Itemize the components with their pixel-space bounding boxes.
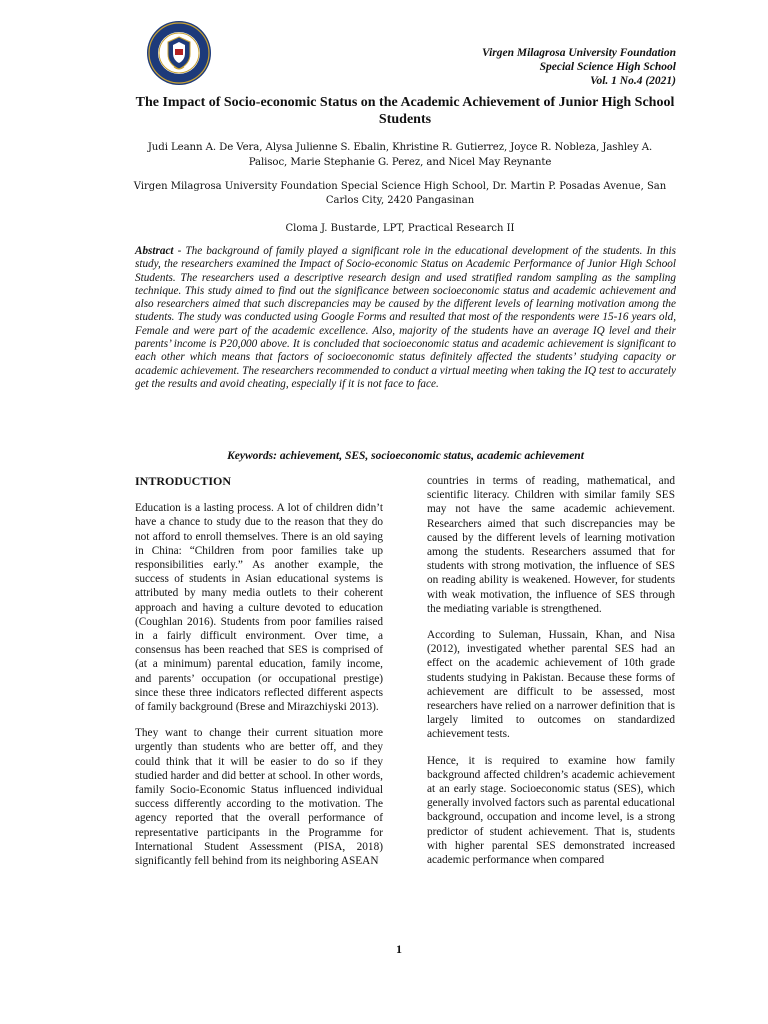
paper-affiliation: Virgen Milagrosa University Foundation Special Science High School, Dr. Martin P. Posadas Avenue, San Carlos City, 2420 Pangasinan: [133, 181, 667, 206]
header-school: Special Science High School: [539, 61, 676, 73]
keywords: Keywords: achievement, SES, socioeconomic status, academic achievement: [227, 450, 584, 462]
paper-authors: Judi Leann A. De Vera, Alysa Julienne S. Ebalin, Khristine R. Gutierrez, Joyce R. Nobleza, Jashley A. Palisoc, Marie Stephanie G. Perez, and Nicel May Reynante: [147, 142, 653, 168]
abstract-label: Abstract: [135, 245, 174, 257]
header-institution: Virgen Milagrosa University Foundation: [482, 47, 676, 59]
body-paragraph: Education is a lasting process. A lot of children didn’t have a chance to study due to the reason that they do not afford to enroll themselves. There is an old saying in China: “Children from poor families take up responsibilities early.” As another example, the success of students in Asian educational systems is attributed by many media outlets to their coherent approach and having a culture devoted to education (Coughlan 2016). Students from poor families raised in a fairly difficult environment. Over time, a consensus has been reached that SES is comprised of (at a minimum) parental education, family income, and parents’ occupation (or occupational prestige) since these three indicators reflected different aspects of family background (Brese and Mirazchiyski 2013).: [135, 502, 383, 714]
journal-header: [376, 46, 676, 88]
body-paragraph: They want to change their current situation more urgently than students who are better off, and they could think that it will be easier to do so if they studied harder and did better at school. In other words, family Socio-Economic Status influenced individual success differently according to the motivation. The agency reported that the overall performance of representative participants in the Programme for International Student Assessment (PISA, 2018) significantly fell behind from its neighboring ASEAN: [135, 727, 383, 868]
paper-teacher: Cloma J. Bustarde, LPT, Practical Research II: [285, 223, 515, 234]
body-paragraph: Hence, it is required to examine how family background affected children’s academic achievement at an early stage. Socioeconomic status (SES), which generally involved factors such as parental educational background, occupation and income level, is a strong predictor of student achievement. That is, students with higher parental SES demonstrated increased academic performance when compared: [427, 754, 675, 867]
abstract-text: - The background of family played a significant role in the educational development of the students. In this study, the researchers examined the Impact of Socio-economic Status on Academic Performance of Junior High School Students. The researchers used a descriptive research design and used stratified random sampling as the sampling technique. This study aimed to find out the significance between socioeconomic status and academic achievement and also researchers aimed that such discrepancies may be caused by the different levels of learning motivation among the students. The study was conducted using Google Forms and resulted that most of the respondents were 15-16 years old, Female and were part of the academic excellence. Also, majority of the students have an average IQ level and their parents’ income is P20,000 above. It is concluded that socioeconomic status and academic achievement is significant to each other which means that factors of socioeconomic status definitely affected the students’ studying capacity or academic achievement. The researchers recommended to conduct a virtual meeting when taking the IQ test to accurately get the results and avoid cheating, especially if it is not face to face.: [135, 245, 676, 390]
left-column: [135, 474, 383, 880]
page-number: 1: [396, 942, 402, 956]
right-column: [427, 474, 675, 879]
body-paragraph: According to Suleman, Hussain, Khan, and Nisa (2012), investigated whether parental SES had an effect on the academic achievement of 10th grade students studying in Pakistan. Because these forms of achievement are difficult to be assessed, most researchers have relied on a narrower definition that is largely limited to outcomes on standardized achievement tests.: [427, 629, 675, 741]
abstract: [135, 245, 676, 391]
section-heading: INTRODUCTION: [135, 474, 232, 488]
paper-title: The Impact of Socio-economic Status on the Academic Achievement of Junior High School Students: [135, 95, 675, 127]
university-seal-logo: [146, 20, 212, 86]
body-paragraph: countries in terms of reading, mathematical, and scientific literacy. Children with similar family SES may not have the same academic achievement. Researchers aimed that such discrepancies may be caused by the different levels of learning motivation among the students. Researchers assumed that for students with strong motivation, the influence of SES on reading ability is weakened. However, for students with weak motivation, the influence of SES through the mediating variable is strengthened.: [427, 475, 675, 615]
header-volume: Vol. 1 No.4 (2021): [590, 75, 676, 87]
